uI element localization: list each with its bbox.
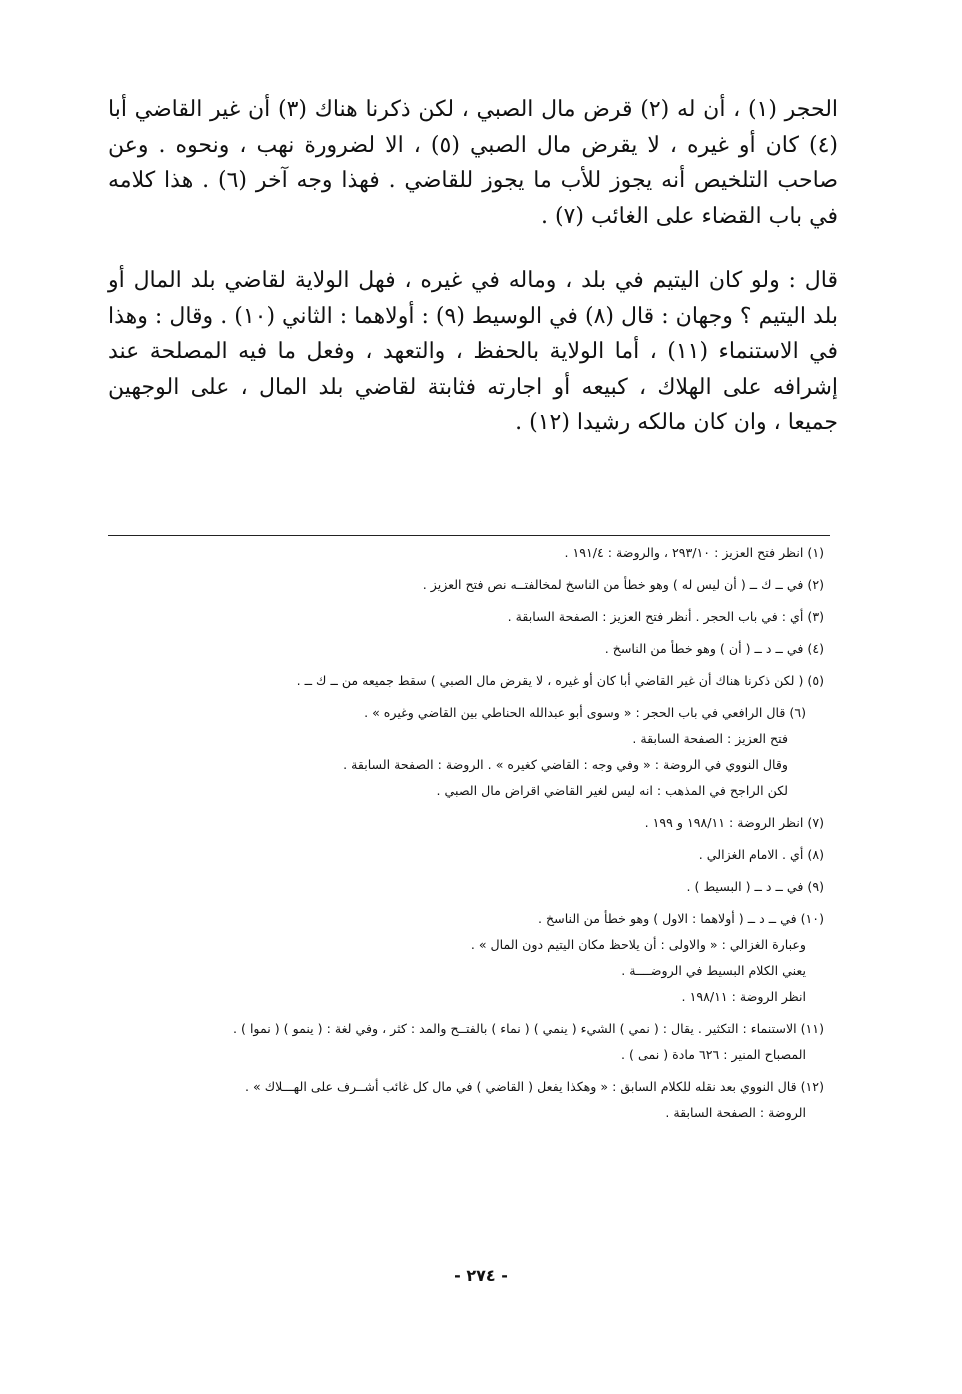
footnote-9 [112,874,824,900]
main-text [108,92,838,441]
footnote-line: (٦) قال الرافعي في باب الحجر : « وسوى أبو عبدالله الحناطي بين القاضي وغيره » . [364,705,806,720]
footnote-line: (١٠) في ــ د ــ ( أولاهما : الاول ) وهو خطأ من الناسخ . [538,911,824,926]
footnote-5 [112,668,824,694]
footnote-line: فتح العزيز : الصفحة السابقة . [632,731,788,746]
footnote-line: (٣) أي : في باب الحجر . أنظر فتح العزيز : الصفحة السابقة . [507,609,824,624]
footnote-line: وقال النووي في الروضة : « وفي وجه : القاضي كغيره » . الروضة : الصفحة السابقة . [343,757,788,772]
footnote-line: (٩) في ــ د ــ ( البسيط ) . [686,879,824,894]
footnote-line: يعني الكلام البسيط في الروضــــة . [621,963,806,978]
paragraph-1: الحجر (١) ، أن له (٢) قرض مال الصبي ، لكن ذكرنا هناك (٣) أن غير القاضي أبا (٤) كان أو غيره ، لا يقرض مال الصبي (٥) ، الا لضرورة نهب ، ونحوه . وعن صاحب التلخيص أنه يجوز للأب ما يجوز للقاضي . فهذا وجه آخر (٦) . هذا كلامه في باب القضاء على الغائب (٧) . [108,97,839,229]
footnote-line: المصباح المنير : ٦٢٦ مادة ( نمى ) . [621,1047,806,1062]
paragraph-2: قال : ولو كان اليتيم في بلد ، وماله في غيره ، فهل الولاية لقاضي بلد المال أو بلد اليتيم ؟ وجهان : قال (٨) في الوسيط (٩) : أولاهما : الثاني (١٠) . وقال : وهذا في الاستنماء (١١) ، أما الولاية بالحفظ ، والتعهد ، وفعل ما فيه المصلحة عند إشرافه على الهلاك ، كبيعه أو اجارته فثابتة لقاضي بلد المال ، على الوجهين جميعا ، وان كان مالكه رشيدا (١٢) . [108,268,838,435]
footnote-12 [112,1074,824,1126]
footnote-line: (١٢) قال النووي بعد نقله للكلام السابق : « وهكذا يفعل ( القاضي ) في مال كل غائب أشــرف على الهـــلاك » . [245,1079,824,1094]
footnote-line: (٧) انظر الروضة : ١٩٨/١١ و ١٩٩ . [644,815,824,830]
footnote-7 [112,810,824,836]
footnote-line: (٨) أي . الامام الغزالي . [698,847,824,862]
footnotes [112,540,824,1132]
footnote-11 [112,1016,824,1068]
footnote-3 [112,604,824,630]
footnote-line: انظر الروضة : ١٩٨/١١ . [681,989,806,1004]
footnote-10 [112,906,824,1010]
footnote-1 [112,540,824,566]
footnote-line: (٤) في ــ د ــ ( أن ) وهو خطأ من الناسخ . [604,641,824,656]
footnote-4 [112,636,824,662]
footnote-line: (١١) الاستنماء : التكثير . يقال : ( نمي ) الشيء ( ينمي ) ( نماء ) بالفتــح والمد : كثر ، وفي لغة : ( ينمو ) ( نموا ) . [233,1021,824,1036]
footnote-line: لكن الراجح في المذهب : انه ليس لغير القاضي اقراض مال الصبي . [436,783,788,798]
footnote-6 [112,700,824,804]
footnote-line: وعبارة الغزالي : « والاولى : أن يلاحظ مكان اليتيم دون المال » . [470,937,806,952]
footnote-line: الروضة : الصفحة السابقة . [665,1105,806,1120]
footnote-divider [108,535,830,536]
footnote-2 [112,572,824,598]
page-number: - ٢٧٤ - [454,1266,508,1285]
footnote-line: (١) انظر فتح العزيز : ٢٩٣/١٠ ، والروضة : ١٩١/٤ . [564,545,824,560]
footnote-line: (٢) في ــ ك ــ ( أن ليس له ) وهو خطأ من الناسخ لمخالفتــه نص فتح العزيز . [422,577,824,592]
footnote-line: (٥) ( لكن ذكرنا هناك أن غير القاضي أبا كان أو غيره ، لا يقرض مال الصبي ) سقط جميعه من ــ ك ــ . [296,673,824,688]
footnote-8 [112,842,824,868]
